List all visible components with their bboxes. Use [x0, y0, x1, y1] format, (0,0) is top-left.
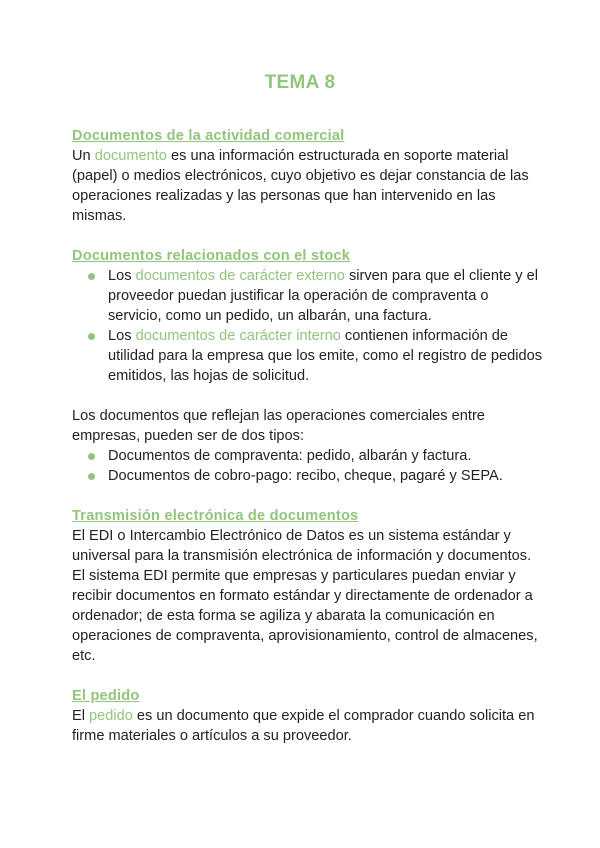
bullet-icon [88, 473, 95, 480]
bullet-icon [88, 273, 95, 280]
section-heading: Documentos de la actividad comercial [72, 128, 345, 144]
bullet-icon [88, 333, 95, 340]
paragraph [72, 706, 542, 746]
bullet-icon [88, 453, 95, 460]
text-run: contienen información de utilidad para la empresa que los emite, como el registro de pedidos emitidos, las hojas de solicitud. [108, 328, 543, 384]
section-heading: Transmisión electrónica de documentos [72, 508, 359, 524]
section-transmision-electronica [72, 506, 542, 666]
text-run: Documentos de cobro-pago: recibo, cheque, pagaré y SEPA. [108, 468, 503, 484]
highlighted-term: documentos de carácter interno [135, 328, 341, 344]
section-heading: Documentos relacionados con el stock [72, 248, 351, 264]
list-item [108, 266, 542, 326]
highlighted-term: documentos de carácter externo [135, 268, 345, 284]
section-documentos-actividad [72, 126, 542, 226]
paragraph: Los documentos que reflejan las operaciones comerciales entre empresas, pueden ser de dos tipos: [72, 408, 485, 444]
text-run: Documentos de compraventa: pedido, albarán y factura. [108, 448, 472, 464]
text-run: es un documento que expide el comprador cuando solicita en firme materiales o artículos a su proveedor. [72, 708, 535, 744]
list-item [108, 466, 542, 486]
text-run: Un [72, 148, 95, 164]
section-documentos-stock [72, 246, 542, 386]
page-title: TEMA 8 [264, 72, 336, 93]
paragraph [72, 146, 542, 226]
highlighted-term: documento [94, 148, 167, 164]
list-item [108, 326, 542, 386]
bullet-list [72, 266, 542, 386]
section-heading: El pedido [72, 688, 140, 704]
bullet-list [72, 446, 542, 486]
section-el-pedido [72, 686, 542, 746]
highlighted-term: pedido [89, 708, 133, 724]
section-tipos-documentos [72, 406, 542, 486]
list-item [108, 446, 542, 466]
document-body [72, 126, 542, 746]
paragraph: El EDI o Intercambio Electrónico de Datos es un sistema estándar y universal para la transmisión electrónica de información y documentos. El sistema EDI permite que empresas y particulares puedan enviar y recibir documentos en formato estándar y directamente de ordenador a ordenador; de esta forma se agiliza y abarata la comunicación en operaciones de compraventa, aprovisionamiento, control de almacenes, etc. [72, 528, 538, 664]
text-run: es una información estructurada en soporte material (papel) o medios electrónicos, cuyo objetivo es dejar constancia de las operaciones realizadas y las personas que han intervenido en las mismas. [72, 148, 529, 224]
text-run: sirven para que el cliente y el proveedor puedan justificar la operación de compraventa o servicio, como un pedido, un albarán, una factura. [108, 268, 538, 324]
text-run: Los [108, 268, 136, 284]
text-run: El [72, 708, 90, 724]
text-run: Los [108, 328, 136, 344]
